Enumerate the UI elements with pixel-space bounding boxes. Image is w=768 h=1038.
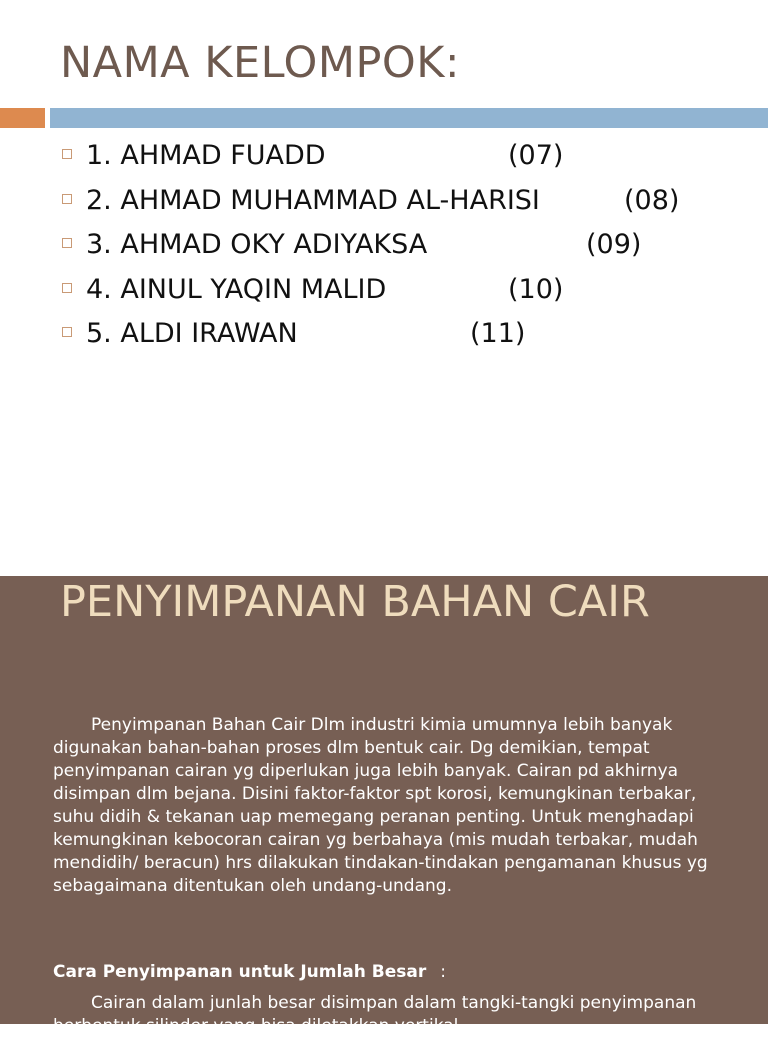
accent-bar-blue — [50, 108, 768, 128]
member-number: (08) — [624, 184, 680, 216]
member-number: (10) — [508, 273, 564, 305]
subheading — [53, 962, 446, 982]
square-bullet-icon — [62, 283, 72, 293]
paragraph-2-text: Cairan dalam junlah besar disimpan dalam tangki-tangki penyimpanan berbentuk silinder yang bisa diletakkan vertikal — [53, 993, 697, 1036]
member-number: (07) — [508, 140, 564, 171]
subheading-text: Cara Penyimpanan untuk Jumlah Besar — [53, 962, 427, 982]
body-paragraph — [53, 714, 713, 898]
accent-bar-orange — [0, 108, 45, 128]
member-name: 4. AINUL YAQIN MALID — [86, 273, 387, 305]
slide-2-title: PENYIMPANAN BAHAN CAIR — [60, 577, 650, 627]
member-name: 1. AHMAD FUADD — [86, 140, 326, 171]
member-name: 2. AHMAD MUHAMMAD AL-HARISI — [86, 184, 540, 216]
subheading-colon: : — [440, 962, 446, 982]
square-bullet-icon — [62, 327, 72, 337]
slide-1-title: NAMA KELOMPOK: — [60, 38, 460, 88]
body-paragraph-2 — [53, 992, 713, 1038]
square-bullet-icon — [62, 238, 72, 248]
slide-2 — [0, 576, 768, 1036]
square-bullet-icon — [62, 149, 72, 159]
member-name: 3. AHMAD OKY ADIYAKSA — [86, 229, 428, 260]
square-bullet-icon — [62, 194, 72, 204]
member-number: (09) — [586, 229, 642, 260]
member-name: 5. ALDI IRAWAN — [86, 318, 298, 349]
paragraph-text: Penyimpanan Bahan Cair Dlm industri kimia umumnya lebih banyak digunakan bahan-bahan proses dlm bentuk cair. Dg demikian, tempat penyimpanan cairan yg diperlukan juga lebih banyak. Cairan pd akhirnya disimpan dlm bejana. Disini faktor-faktor spt korosi, kemungkinan terbakar, suhu didih & tekanan uap memegang peranan penting. Untuk menghadapi kemungkinan kebocoran cairan yg berbahaya (mis mudah terbakar, mudah mendidih/ beracun) hrs dilakukan tindakan-tindakan pengamanan khusus yg sebagaimana ditentukan oleh undang-undang. — [53, 715, 708, 896]
member-number: (11) — [470, 318, 526, 349]
